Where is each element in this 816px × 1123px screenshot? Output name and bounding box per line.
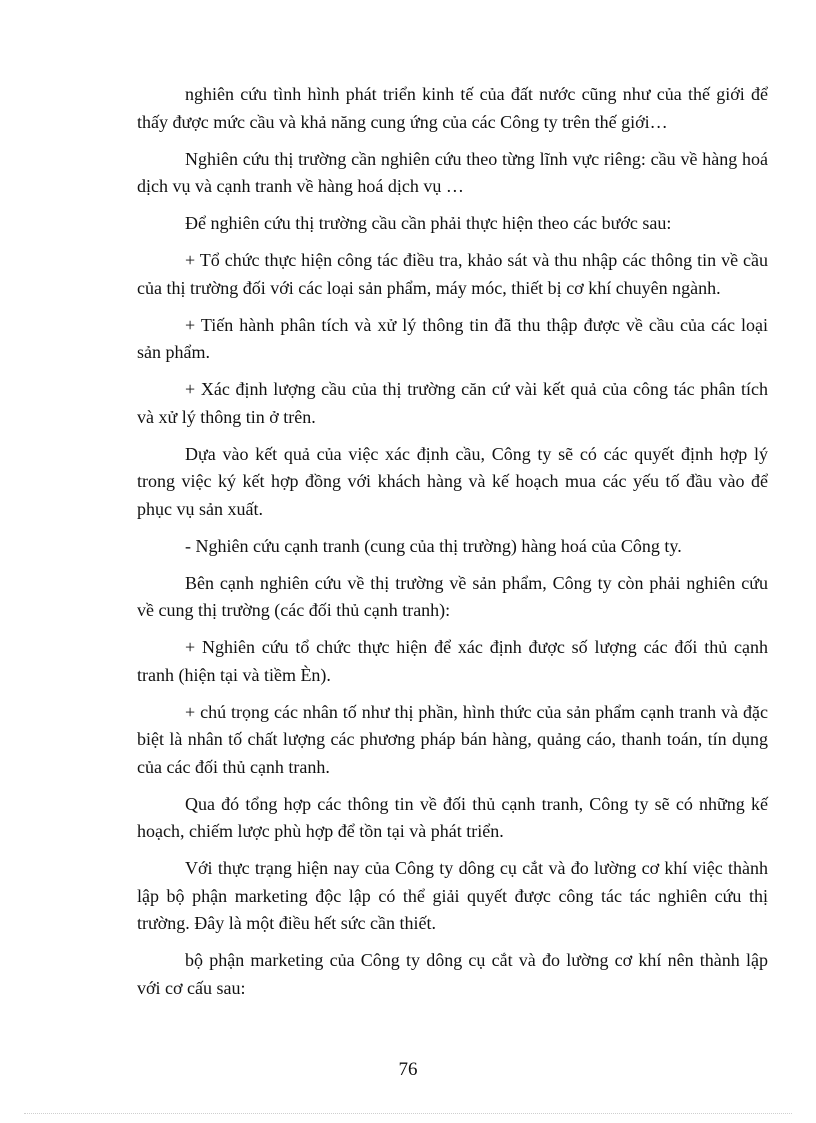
- paragraph-demand-steps-intro: Để nghiên cứu thị trường cầu cần phải thực hiện theo các bước sau:: [185, 213, 672, 233]
- list-item-survey: + Tổ chức thực hiện công tác điều tra, khảo sát và thu nhập các thông tin về cầu của thị trường đối với các loại sản phẩm, máy móc, thiết bị cơ khí chuyên ngành.: [137, 250, 768, 298]
- list-item-competitor-count: + Nghiên cứu tổ chức thực hiện để xác định được số lượng các đối thủ cạnh tranh (hiện tại và tiềm Èn).: [137, 637, 768, 685]
- paragraph-marketing-department: Với thực trạng hiện nay của Công ty dông cụ cắt và đo lường cơ khí việc thành lập bộ phận marketing độc lập có thể giải quyết được công tác tác nghiên cứu thị trường. Đây là một điều hết sức cần thiết.: [137, 858, 768, 933]
- page-number: 76: [398, 1059, 418, 1080]
- paragraph-strategy: Qua đó tổng hợp các thông tin về đối thủ cạnh tranh, Công ty sẽ có những kế hoạch, chiếm lược phù hợp để tồn tại và phát triển.: [137, 793, 768, 841]
- paragraph-decisions: Dựa vào kết quả của việc xác định cầu, Công ty sẽ có các quyết định hợp lý trong việc ký kết hợp đồng với khách hàng và kế hoạch mua các yếu tố đầu vào để phục vụ sản xuất.: [137, 443, 768, 519]
- paragraph-supply-research: Bên cạnh nghiên cứu về thị trường về sản phẩm, Công ty còn phải nghiên cứu về cung thị trường (các đối thủ cạnh tranh):: [137, 572, 768, 620]
- paragraph-structure-intro: bộ phận marketing của Công ty dông cụ cắt và đo lường cơ khí nên thành lập với cơ cấu sau:: [137, 950, 768, 998]
- body-text: [137, 81, 768, 1012]
- list-item-analysis: + Tiến hành phân tích và xử lý thông tin đã thu thập được về cầu của các loại sản phẩm.: [137, 314, 768, 362]
- paragraph-market-research: Nghiên cứu thị trường cần nghiên cứu theo từng lĩnh vực riêng: cầu về hàng hoá dịch vụ và cạnh tranh về hàng hoá dịch vụ …: [137, 148, 768, 196]
- list-item-factors: + chú trọng các nhân tố như thị phần, hình thức của sản phẩm cạnh tranh và đặc biệt là nhân tố chất lượng các phương pháp bán hàng, quảng cáo, thanh toán, tín dụng của các đối thủ cạnh tranh.: [137, 701, 768, 777]
- paragraph-continuation: nghiên cứu tình hình phát triển kinh tế của đất nước cũng như của thế giới để thấy được mức cầu và khả năng cung ứng của các Công ty trên thế giới…: [137, 84, 768, 132]
- page-bottom-divider: [24, 1113, 792, 1114]
- section-heading-competition: - Nghiên cứu cạnh tranh (cung của thị trường) hàng hoá của Công ty.: [185, 535, 682, 556]
- list-item-demand-quantity: + Xác định lượng cầu của thị trường căn cứ vài kết quả của công tác phân tích và xử lý thông tin ở trên.: [137, 379, 768, 427]
